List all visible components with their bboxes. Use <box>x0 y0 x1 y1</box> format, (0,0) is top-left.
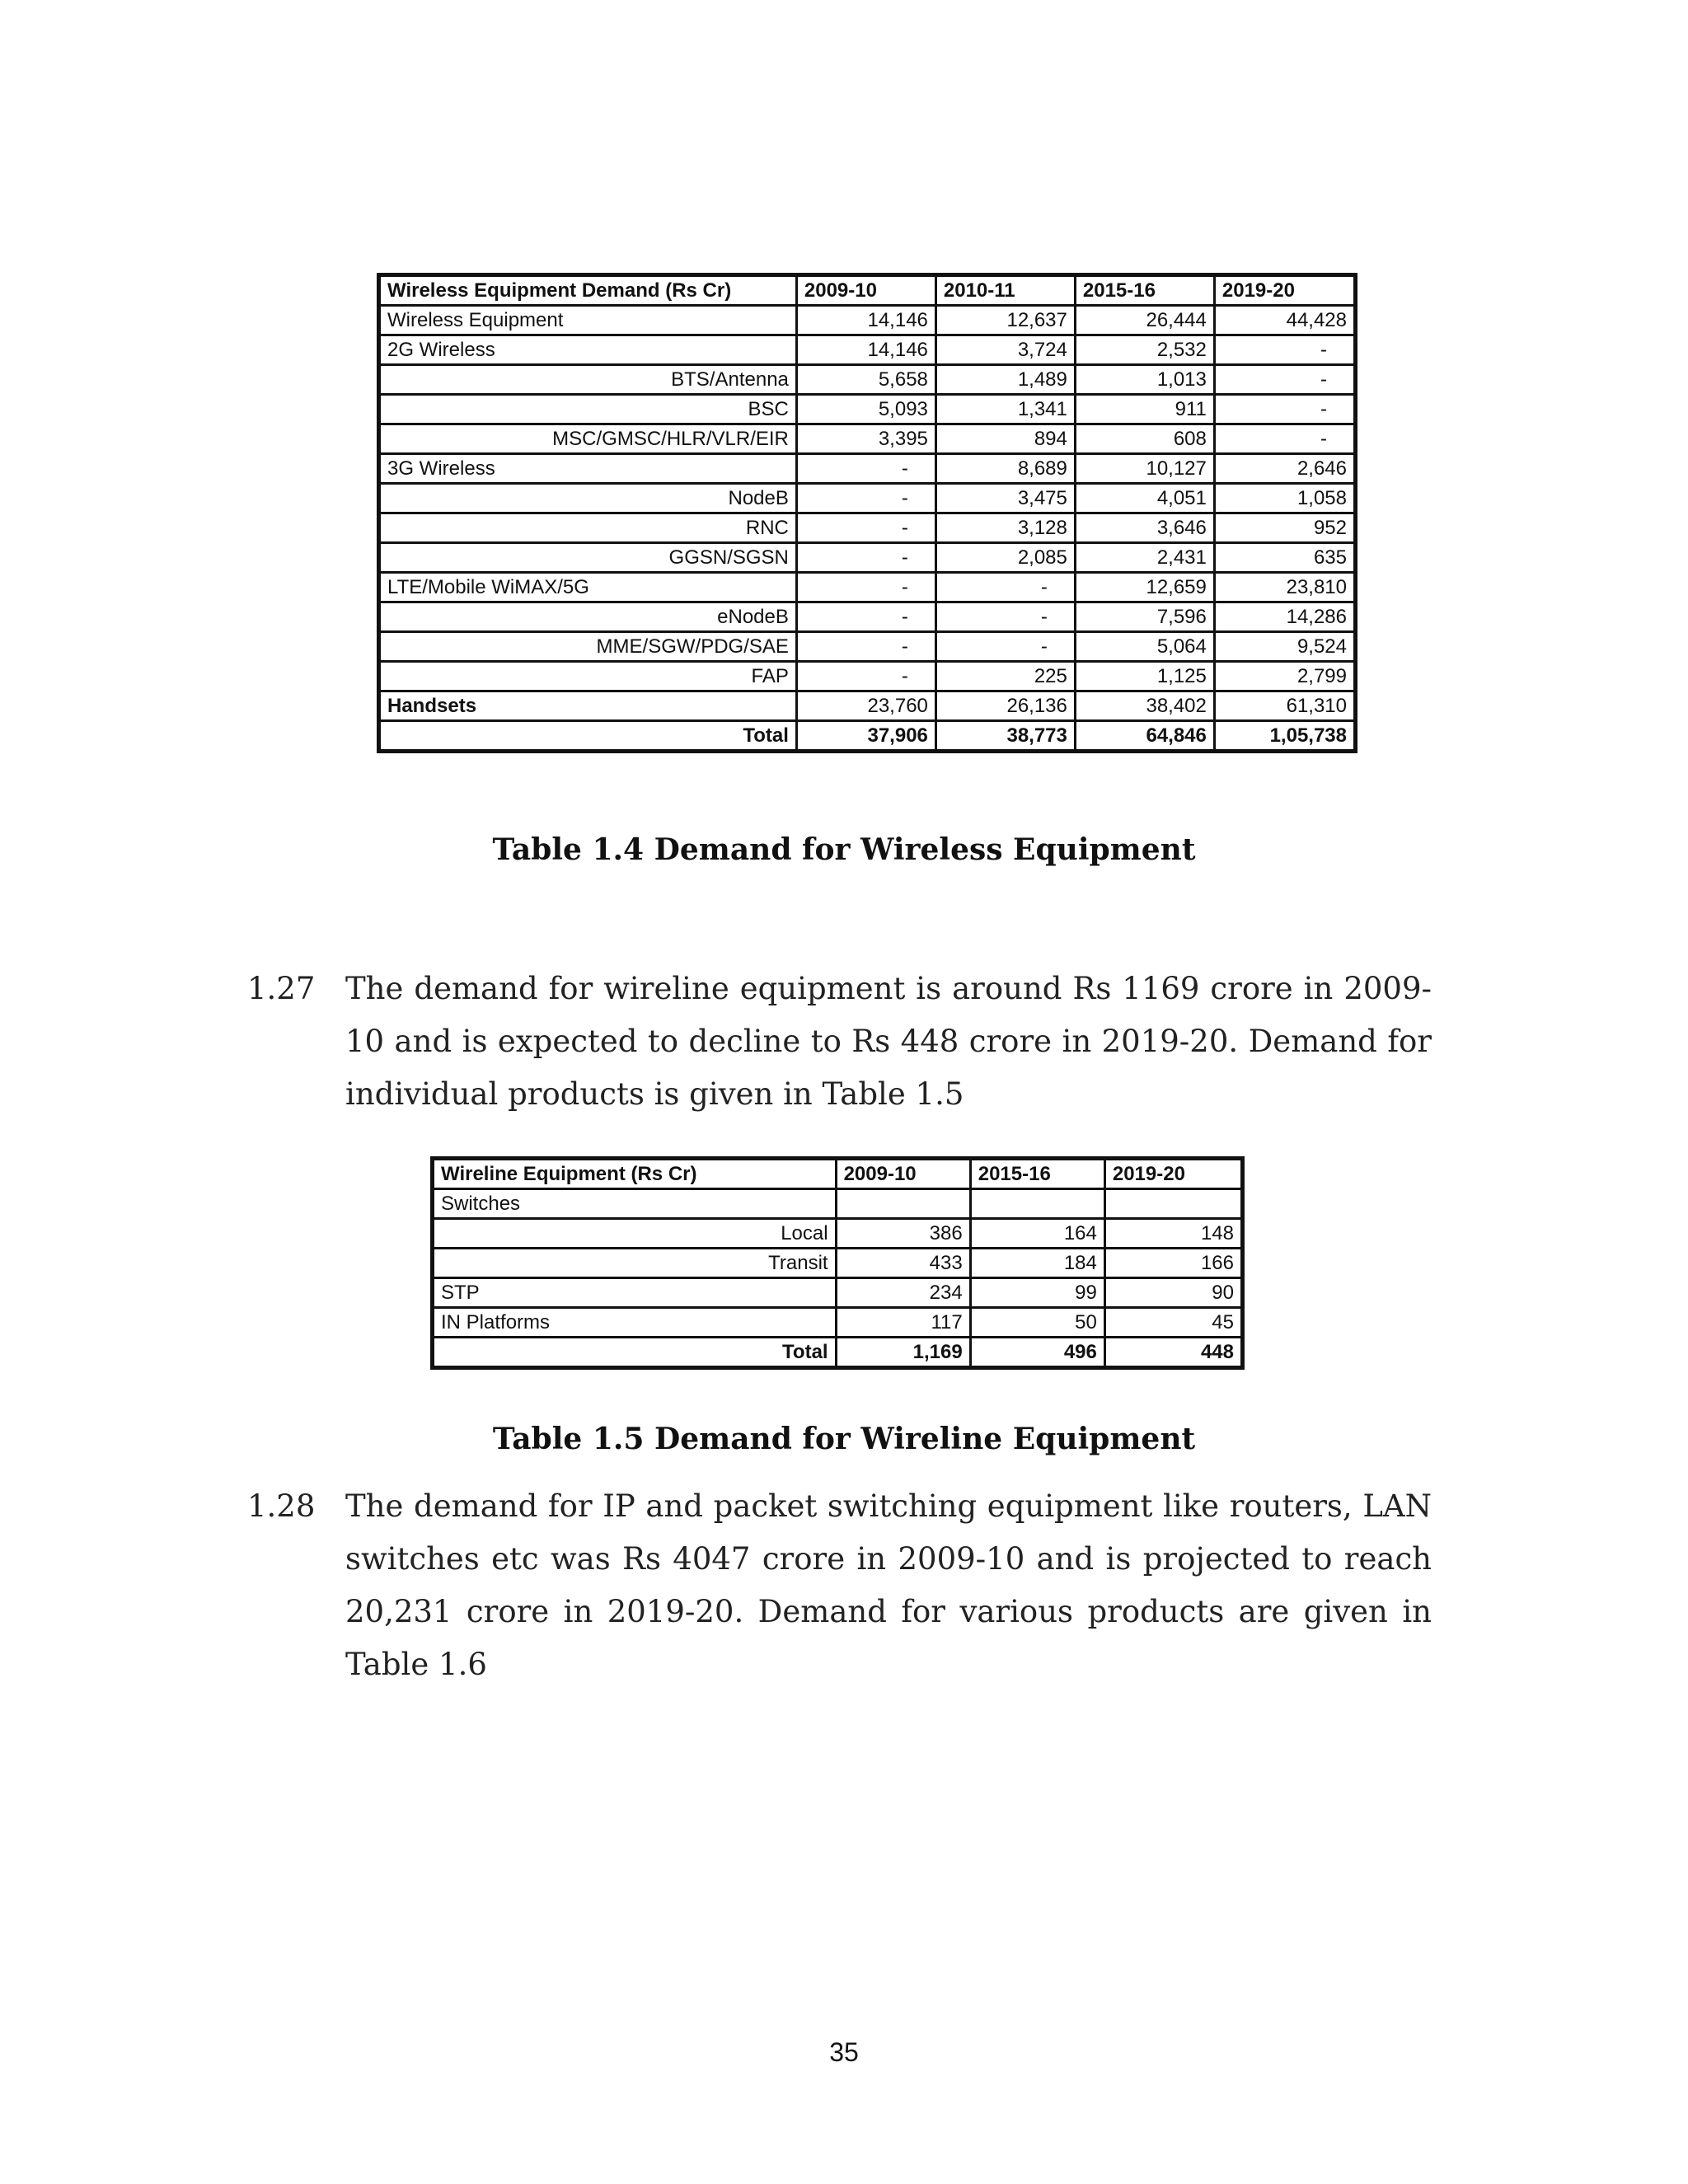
row-label: BTS/Antenna <box>379 365 797 395</box>
table-cell: 148 <box>1104 1219 1242 1249</box>
table-header-row <box>379 275 1356 306</box>
row-label: Switches <box>433 1189 837 1219</box>
row-label: MSC/GMSC/HLR/VLR/EIR <box>379 424 797 454</box>
table-cell: 2,532 <box>1075 335 1214 365</box>
table-row <box>379 484 1356 513</box>
paragraph-number: 1.28 <box>247 1488 316 1524</box>
table-cell: 894 <box>935 424 1075 454</box>
row-label: Total <box>379 721 797 752</box>
paragraph-text: The demand for IP and packet switching equipment like routers, LAN switches etc was Rs 4047 crore in 2009-10 and is projected to reach 20,231 crore in 2019-20. Demand for various products are given in Table 1.6 <box>345 1488 1432 1682</box>
table-cell: 38,773 <box>935 721 1075 752</box>
table-1-5-caption: Table 1.5 Demand for Wireline Equipment <box>492 1422 1196 1456</box>
table-cell: 7,596 <box>1075 602 1214 632</box>
table-cell: 37,906 <box>796 721 935 752</box>
table-cell: 64,846 <box>1075 721 1214 752</box>
table-cell: 234 <box>836 1278 970 1308</box>
table-cell: - <box>796 454 935 484</box>
table-row <box>379 602 1356 632</box>
table-cell: 2,646 <box>1214 454 1355 484</box>
table-cell: 3,724 <box>935 335 1075 365</box>
wireline-equipment-table <box>430 1156 1245 1370</box>
table-cell: 2,799 <box>1214 662 1355 691</box>
table-row <box>379 395 1356 424</box>
row-label: 2G Wireless <box>379 335 797 365</box>
table-cell: - <box>796 513 935 543</box>
table-cell: 5,064 <box>1075 632 1214 662</box>
table-cell: 26,444 <box>1075 306 1214 335</box>
table-row <box>379 721 1356 752</box>
table-cell: - <box>1214 395 1355 424</box>
row-label: MME/SGW/PDG/SAE <box>379 632 797 662</box>
column-header: Wireless Equipment Demand (Rs Cr) <box>379 275 797 306</box>
column-header: 2010-11 <box>935 275 1075 306</box>
table-cell: - <box>796 662 935 691</box>
table-row <box>379 513 1356 543</box>
table-cell: 1,05,738 <box>1214 721 1355 752</box>
table-cell: 911 <box>1075 395 1214 424</box>
table-cell: 166 <box>1104 1249 1242 1278</box>
table-cell: 14,286 <box>1214 602 1355 632</box>
paragraph-1-27 <box>247 963 1434 1127</box>
table-row <box>379 632 1356 662</box>
table-cell: 1,489 <box>935 365 1075 395</box>
table-row <box>433 1308 1243 1338</box>
row-label: 3G Wireless <box>379 454 797 484</box>
table-cell: 608 <box>1075 424 1214 454</box>
table-cell: 117 <box>836 1308 970 1338</box>
table-cell: 386 <box>836 1219 970 1249</box>
table-row <box>379 365 1356 395</box>
column-header: 2019-20 <box>1214 275 1355 306</box>
table-cell <box>836 1189 970 1219</box>
table-cell: 184 <box>970 1249 1104 1278</box>
table-cell: 448 <box>1104 1338 1242 1368</box>
table-cell: 5,093 <box>796 395 935 424</box>
table-cell: 164 <box>970 1219 1104 1249</box>
table-cell: 90 <box>1104 1278 1242 1308</box>
table-cell: - <box>796 543 935 573</box>
table-cell: 2,085 <box>935 543 1075 573</box>
table-cell: - <box>1214 424 1355 454</box>
column-header: 2015-16 <box>970 1159 1104 1189</box>
table-cell: 4,051 <box>1075 484 1214 513</box>
column-header: 2019-20 <box>1104 1159 1242 1189</box>
row-label: Local <box>433 1219 837 1249</box>
table-cell: 225 <box>935 662 1075 691</box>
table-cell: 1,013 <box>1075 365 1214 395</box>
paragraph-text: The demand for wireline equipment is around Rs 1169 crore in 2009-10 and is expected to decline to Rs 448 crore in 2019-20. Demand for individual products is given in Table 1.5 <box>345 971 1432 1112</box>
table-row <box>433 1249 1243 1278</box>
table-cell: - <box>796 484 935 513</box>
table-cell: 10,127 <box>1075 454 1214 484</box>
table-cell: - <box>935 632 1075 662</box>
table-cell: - <box>796 632 935 662</box>
row-label: Wireless Equipment <box>379 306 797 335</box>
table-cell: - <box>935 573 1075 602</box>
row-label: IN Platforms <box>433 1308 837 1338</box>
table-cell: 14,146 <box>796 335 935 365</box>
row-label: BSC <box>379 395 797 424</box>
table-cell: 3,128 <box>935 513 1075 543</box>
table-cell: 433 <box>836 1249 970 1278</box>
table-cell: 3,646 <box>1075 513 1214 543</box>
table-cell: 50 <box>970 1308 1104 1338</box>
table-row <box>433 1278 1243 1308</box>
table-1-4-caption: Table 1.4 Demand for Wireless Equipment <box>492 832 1196 867</box>
table-cell: 12,637 <box>935 306 1075 335</box>
table-row <box>433 1338 1243 1368</box>
table-cell: - <box>935 602 1075 632</box>
table-cell: 61,310 <box>1214 691 1355 721</box>
table-cell: 44,428 <box>1214 306 1355 335</box>
row-label: eNodeB <box>379 602 797 632</box>
table-cell: - <box>796 602 935 632</box>
row-label: RNC <box>379 513 797 543</box>
row-label: Transit <box>433 1249 837 1278</box>
table-cell <box>970 1189 1104 1219</box>
table-row <box>433 1189 1243 1219</box>
table-cell: 26,136 <box>935 691 1075 721</box>
table-cell: 8,689 <box>935 454 1075 484</box>
table-cell <box>1104 1189 1242 1219</box>
table-row <box>379 454 1356 484</box>
table-cell: 23,760 <box>796 691 935 721</box>
table-header-row <box>433 1159 1243 1189</box>
table-row <box>379 543 1356 573</box>
table-cell: - <box>1214 335 1355 365</box>
table-cell: 635 <box>1214 543 1355 573</box>
table-cell: 3,475 <box>935 484 1075 513</box>
paragraph-number: 1.27 <box>247 971 316 1006</box>
table-row <box>379 306 1356 335</box>
column-header: 2009-10 <box>796 275 935 306</box>
table-row <box>379 662 1356 691</box>
column-header: 2015-16 <box>1075 275 1214 306</box>
table-row <box>379 573 1356 602</box>
table-row <box>379 335 1356 365</box>
row-label: Total <box>433 1338 837 1368</box>
table-cell: 38,402 <box>1075 691 1214 721</box>
table-row <box>379 691 1356 721</box>
paragraph-1-28 <box>247 1480 1434 1694</box>
table-cell: - <box>1214 365 1355 395</box>
row-label: Handsets <box>379 691 797 721</box>
table-cell: 45 <box>1104 1308 1242 1338</box>
row-label: LTE/Mobile WiMAX/5G <box>379 573 797 602</box>
table-cell: 1,341 <box>935 395 1075 424</box>
table-cell: 9,524 <box>1214 632 1355 662</box>
table-row <box>379 424 1356 454</box>
row-label: FAP <box>379 662 797 691</box>
table-cell: 5,658 <box>796 365 935 395</box>
table-cell: - <box>796 573 935 602</box>
page-number: 35 <box>829 2037 859 2067</box>
table-cell: 14,146 <box>796 306 935 335</box>
table-cell: 1,058 <box>1214 484 1355 513</box>
column-header: 2009-10 <box>836 1159 970 1189</box>
table-cell: 1,125 <box>1075 662 1214 691</box>
table-cell: 23,810 <box>1214 573 1355 602</box>
table-cell: 99 <box>970 1278 1104 1308</box>
table-cell: 2,431 <box>1075 543 1214 573</box>
table-cell: 496 <box>970 1338 1104 1368</box>
table-cell: 952 <box>1214 513 1355 543</box>
row-label: STP <box>433 1278 837 1308</box>
wireless-equipment-table <box>377 273 1357 753</box>
table-row <box>433 1219 1243 1249</box>
table-cell: 3,395 <box>796 424 935 454</box>
table-cell: 1,169 <box>836 1338 970 1368</box>
column-header: Wireline Equipment (Rs Cr) <box>433 1159 837 1189</box>
row-label: NodeB <box>379 484 797 513</box>
row-label: GGSN/SGSN <box>379 543 797 573</box>
table-cell: 12,659 <box>1075 573 1214 602</box>
